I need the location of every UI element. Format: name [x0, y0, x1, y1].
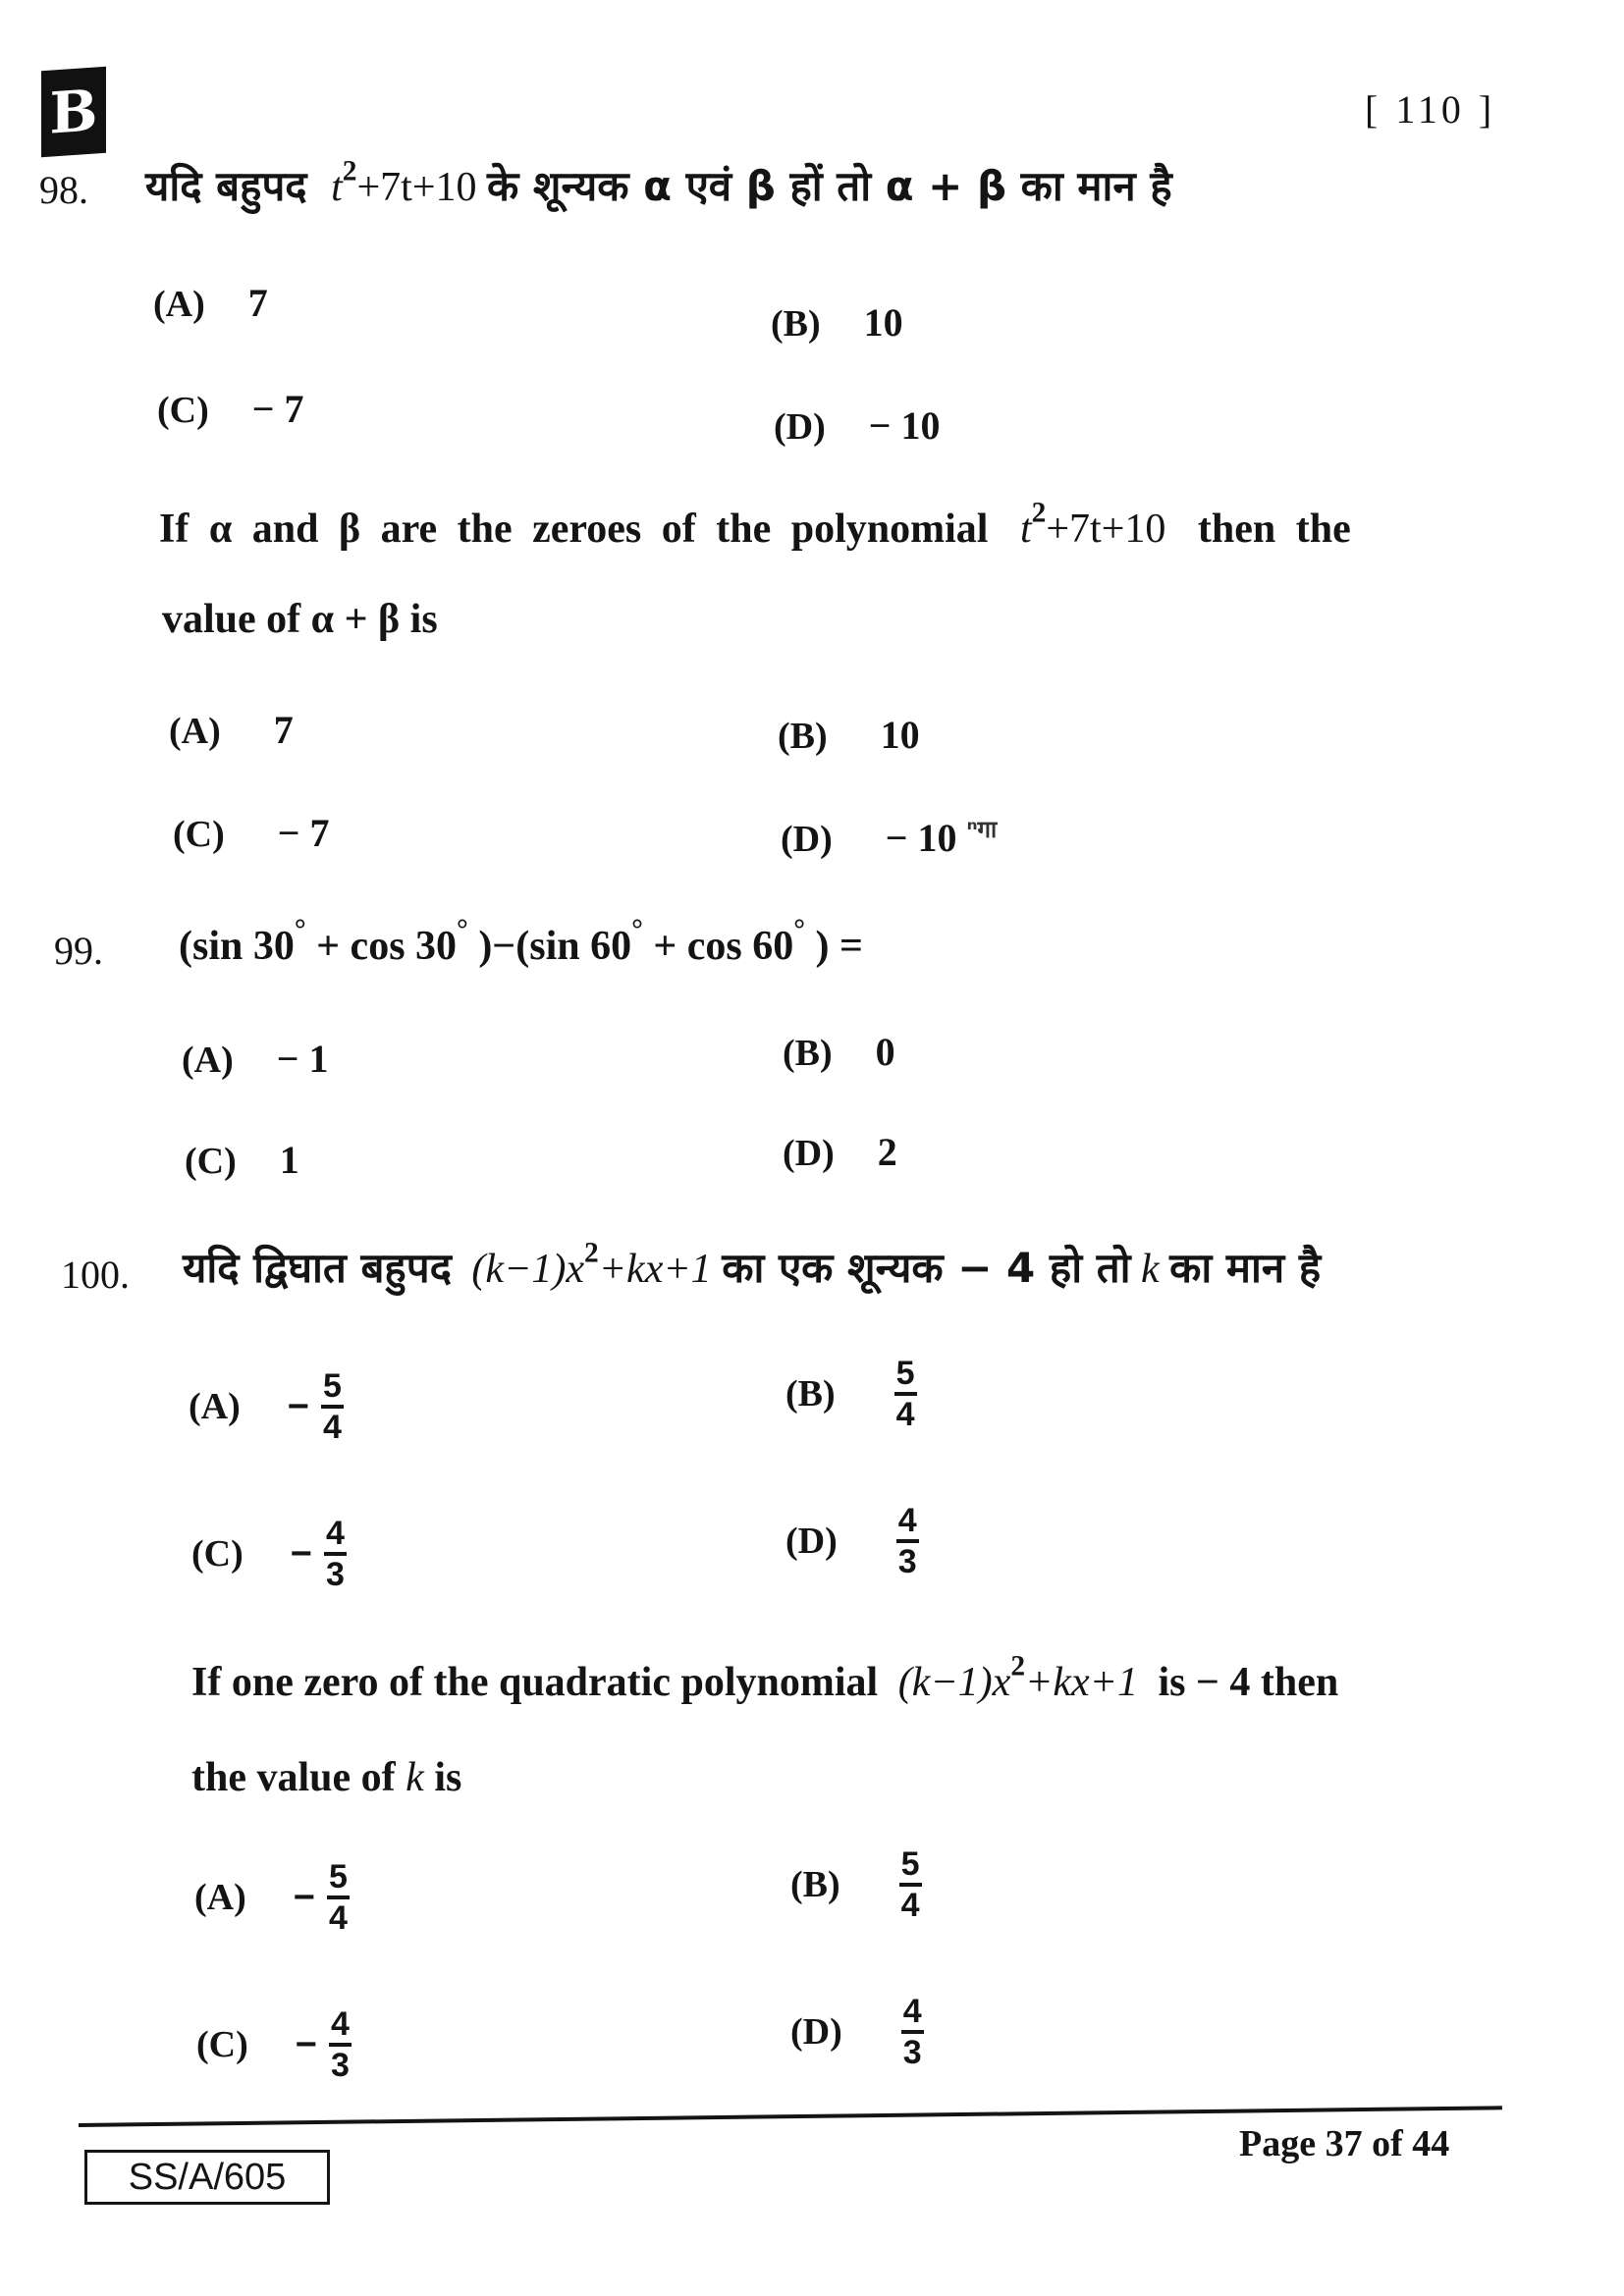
q99-expr-part: ) = [805, 924, 863, 969]
q99-expr-part: )−(sin 60 [467, 924, 632, 969]
q99-expr-part: + cos 60 [642, 924, 794, 969]
option-value: 10 [880, 713, 920, 757]
q100-en-expr-b: +kx+1 [1025, 1660, 1138, 1705]
q99-option-a[interactable] [182, 1036, 329, 1082]
option-fraction [324, 1517, 347, 1591]
degree-symbol: ° [631, 914, 643, 946]
q100-hindi-suffix: का मान है [1169, 1244, 1322, 1292]
option-label: (A) [153, 284, 205, 325]
option-label: (C) [196, 2024, 248, 2065]
numerator: 5 [321, 1369, 344, 1409]
option-sign: − [290, 1532, 312, 1575]
option-sign: − [287, 1385, 309, 1427]
question-100-number: 100. [61, 1253, 130, 1297]
q98-expr-sup: 2 [342, 155, 357, 187]
q98-en-expr-base: t [1019, 507, 1032, 552]
page-code: [ 110 ] [1365, 87, 1496, 132]
q100-hi-option-b[interactable] [785, 1357, 917, 1431]
denominator: 3 [902, 2034, 922, 2071]
question-98-hindi-text [145, 157, 1172, 213]
numerator: 4 [324, 1517, 347, 1556]
q99-option-d[interactable] [783, 1129, 897, 1175]
option-label: (C) [157, 390, 209, 431]
q98-en-option-b[interactable] [778, 712, 920, 758]
degree-symbol: ° [793, 914, 806, 946]
option-value: 7 [247, 281, 268, 325]
q100-hindi-middle: का एक शून्यक − 4 हो तो [722, 1244, 1131, 1292]
option-value: − 10 [868, 403, 941, 448]
q98-expr-rest: +7t+10 [356, 165, 477, 210]
q98-hi-option-a[interactable] [153, 280, 268, 326]
q98-en-option-c[interactable] [173, 810, 330, 856]
option-fraction [327, 1860, 350, 1935]
question-98-english-line2: value of α + β is [162, 597, 438, 642]
option-value: 2 [877, 1130, 897, 1174]
denominator: 4 [900, 1887, 920, 1924]
q100-en-option-d[interactable] [790, 1995, 924, 2069]
option-label: (B) [771, 303, 821, 345]
option-fraction [321, 1369, 344, 1444]
numerator: 5 [899, 1847, 922, 1887]
q98-en-option-d[interactable] [781, 813, 997, 861]
option-sign: − [293, 1876, 315, 1918]
q100-en-expr-sup: 2 [1010, 1650, 1026, 1682]
option-fraction [896, 1504, 919, 1578]
option-fraction [894, 1357, 917, 1431]
q98-hindi-suffix: के शून्यक α एवं β हों तो α + β का मान है [487, 162, 1172, 210]
option-label: (B) [785, 1373, 836, 1415]
q98-hi-option-c[interactable] [157, 386, 304, 432]
q100-hi-option-d[interactable] [785, 1504, 919, 1578]
option-label: (D) [774, 406, 826, 448]
q98-hi-option-b[interactable] [771, 299, 903, 346]
denominator: 4 [328, 1899, 348, 1937]
q99-expr-part: (sin 30 [179, 924, 295, 969]
handwritten-annotation: ⁿगा [966, 816, 998, 843]
q99-expr-part: + cos 30 [305, 924, 458, 969]
numerator: 4 [896, 1504, 919, 1543]
option-label: (B) [778, 716, 828, 757]
option-value: 1 [279, 1138, 299, 1182]
option-value: 0 [875, 1030, 895, 1074]
option-label: (A) [182, 1040, 234, 1081]
q98-hindi-prefix: यदि बहुपद [145, 162, 307, 210]
q100-en-option-a[interactable] [194, 1860, 350, 1935]
q100-var: k [1141, 1247, 1160, 1292]
option-label: (A) [169, 711, 221, 752]
option-value: − 7 [251, 387, 304, 431]
option-label: (B) [790, 1864, 840, 1905]
question-100-english-line2 [191, 1754, 461, 1801]
option-fraction [329, 2007, 352, 2082]
option-value: 10 [863, 300, 903, 345]
page-indicator: Page 37 of 44 [1239, 2123, 1450, 2164]
denominator: 3 [325, 1556, 345, 1593]
q100-expr-sup: 2 [584, 1237, 599, 1269]
q100-hi-option-c[interactable] [191, 1517, 347, 1591]
q98-en-prefix: If α and β are the zeroes of the polynomial [159, 507, 989, 552]
q100-en-line2-suffix: is [434, 1755, 462, 1800]
denominator: 3 [330, 2047, 350, 2084]
question-99-expression [179, 914, 863, 970]
denominator: 4 [322, 1409, 342, 1446]
option-label: (A) [189, 1386, 241, 1427]
option-sign: − [295, 2023, 317, 2065]
option-fraction [901, 1995, 924, 2069]
q100-en-option-c[interactable] [196, 2007, 352, 2082]
q100-hindi-prefix: यदि द्विघात बहुपद [183, 1244, 452, 1292]
denominator: 3 [897, 1543, 917, 1580]
question-98-number: 98. [39, 168, 88, 212]
denominator: 4 [895, 1396, 915, 1433]
option-label: (C) [173, 814, 225, 855]
q98-hi-option-d[interactable] [774, 402, 941, 449]
numerator: 5 [894, 1357, 917, 1396]
q100-en-expr-a: (k−1)x [897, 1660, 1011, 1705]
numerator: 4 [329, 2007, 352, 2047]
option-label: (C) [191, 1533, 244, 1575]
option-label: (A) [194, 1877, 246, 1918]
q98-en-expr-sup: 2 [1031, 497, 1047, 529]
degree-symbol: ° [457, 914, 468, 946]
q98-en-expr-rest: +7t+10 [1046, 507, 1166, 552]
question-98-english-line1 [159, 497, 1351, 553]
q98-en-option-a[interactable] [169, 707, 294, 753]
q100-hi-option-a[interactable] [189, 1369, 344, 1444]
option-label: (D) [781, 819, 833, 860]
question-100-hindi-text [183, 1239, 1321, 1295]
q100-expr-a: (k−1)x [471, 1247, 585, 1292]
option-label: (D) [790, 2011, 842, 2053]
q99-option-b[interactable] [783, 1029, 895, 1075]
q100-en-option-b[interactable] [790, 1847, 922, 1922]
option-label: (D) [785, 1521, 838, 1562]
q100-en-line2-var: k [406, 1755, 424, 1800]
numerator: 4 [901, 1995, 924, 2034]
q100-expr-b: +kx+1 [598, 1247, 712, 1292]
q98-en-suffix: then the [1197, 507, 1351, 552]
question-99-number: 99. [54, 929, 103, 973]
question-100-english-line1 [191, 1650, 1339, 1706]
option-label: (C) [185, 1141, 237, 1182]
option-label: (D) [783, 1133, 835, 1174]
q99-option-c[interactable] [185, 1137, 299, 1183]
option-value: − 7 [277, 811, 330, 855]
q100-en-line2-prefix: the value of [191, 1755, 396, 1800]
set-badge: B [41, 67, 106, 158]
option-value: − 1 [276, 1037, 329, 1081]
q98-expr-base: t [331, 165, 343, 210]
q100-en-suffix: is − 4 then [1158, 1660, 1339, 1705]
numerator: 5 [327, 1860, 350, 1899]
degree-symbol: ° [294, 914, 306, 946]
option-label: (B) [783, 1033, 833, 1074]
q100-en-prefix: If one zero of the quadratic polynomial [191, 1660, 879, 1705]
paper-code-box: SS/A/605 [84, 2150, 330, 2205]
option-value: − 10 [885, 816, 957, 860]
option-fraction [899, 1847, 922, 1922]
option-value: 7 [273, 708, 294, 752]
